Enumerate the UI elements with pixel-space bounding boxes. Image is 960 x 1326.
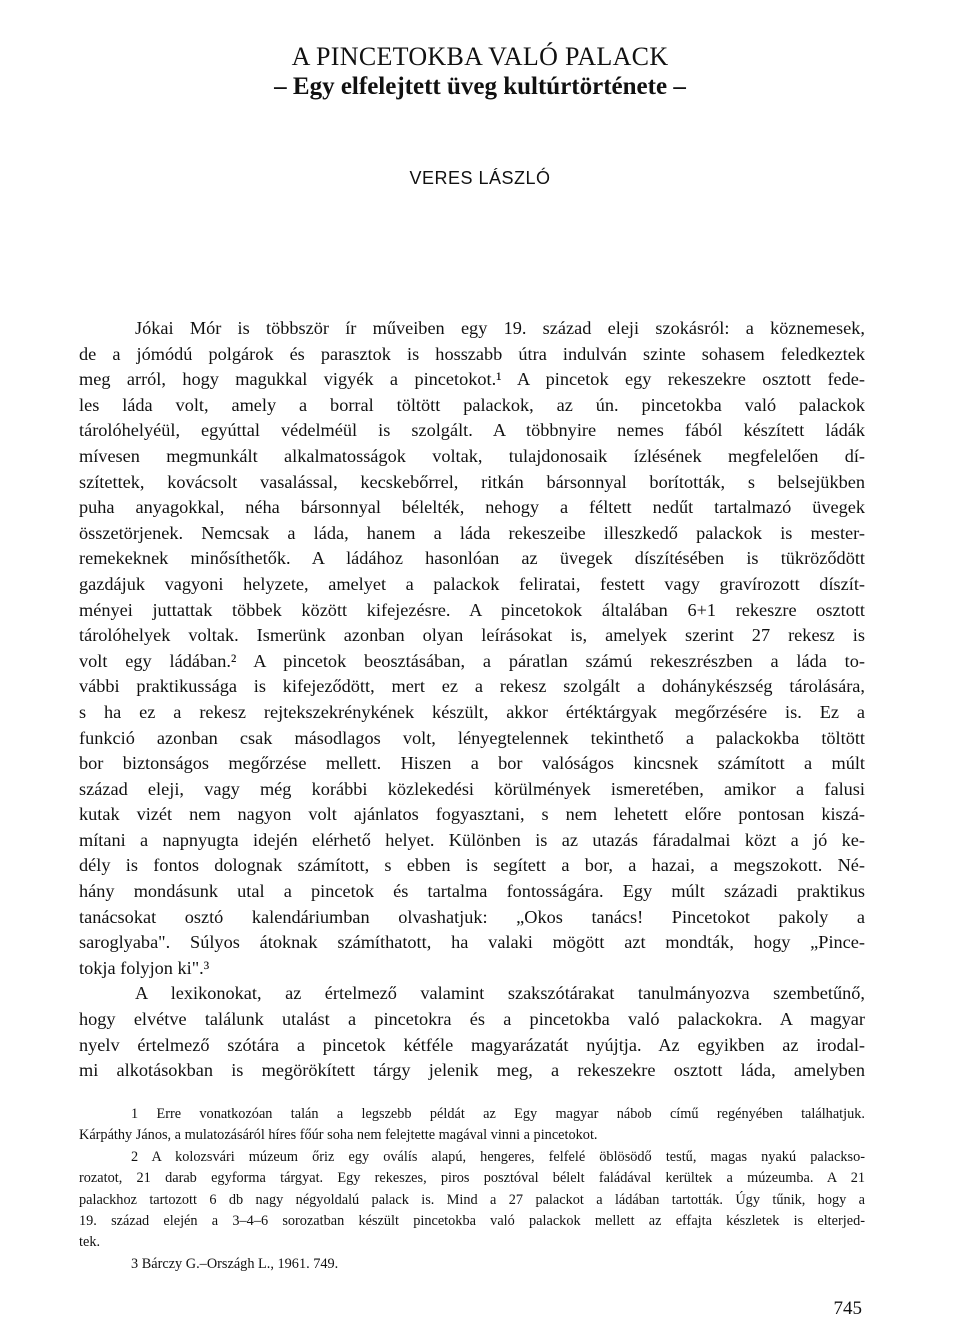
- body-line: mítani a napnyugta idején elérhető helyet. Különben is az utazás fáradalmai közt a jó ke-: [79, 829, 865, 850]
- footnote-line: 3 Bárczy G.–Országh L., 1961. 749.: [131, 1255, 339, 1272]
- body-line: kutak vizét nem nagyon volt ajánlatos fogyasztani, s nem lehetett előre pontosan kiszá-: [79, 804, 865, 825]
- body-line: tárolóhelyéül, egyúttal védelméül is szolgált. A többnyire nemes fából készített ládák: [79, 420, 865, 441]
- body-line: hány mondásunk utal a pincetok és tartalma fontosságára. Egy múlt századi praktikus: [79, 881, 865, 902]
- body-line: gazdájuk vagyoni helyzete, amelyet a palackok feliratai, festett vagy gravírozott díszít-: [79, 573, 865, 594]
- page-number: 745: [833, 1298, 862, 1319]
- footnote-line: rozatot, 21 darab egyforma tárgyat. Egy rekeszes, piros posztóval bélelt faládával kerültek a múzeumba. A 21: [79, 1170, 865, 1187]
- body-line: hogy elvétve találunk utalást a pincetokra és a pincetokba való palackokra. A magyar: [79, 1009, 865, 1030]
- footnotes: [79, 1104, 865, 1275]
- body-line: A lexikonokat, az értelmező valamint szakszótárakat tanulmányozva szembetűnő,: [135, 983, 865, 1004]
- body-line: ményei juttattak többek között kifejezésre. A pincetokok általában 6+1 rekeszre osztott: [79, 599, 865, 620]
- footnote-line: Kárpáthy János, a mulatozásáról híres főúr soha nem felejtette magával vinni a pincetokot.: [79, 1127, 598, 1144]
- body-line: tanácsokat osztó kalendáriumban olvashatjuk: „Okos tanács! Pincetokot pakoly a: [79, 906, 865, 927]
- body-line: tárolóhelyek voltak. Ismerünk azonban olyan leírásokat is, amelyek szerint 27 rekesz is: [79, 625, 865, 646]
- article-subtitle: – Egy elfelejtett üveg kultúrtörténete –: [274, 73, 686, 100]
- body-line: vábbi praktikussága is kifejeződött, mert ez a rekesz szolgált a dohánykészség tárolására,: [79, 676, 865, 697]
- article-title: A PINCETOKBA VALÓ PALACK: [291, 42, 669, 71]
- body-line: meg arról, hogy magukkal vigyék a pincetokot.¹ A pincetok egy rekeszekre osztott fede-: [79, 369, 865, 390]
- footnote-line: 1 Erre vonatkozóan talán a legszebb példát az Egy magyar nábob című regényében találhatjuk.: [131, 1106, 865, 1122]
- body-line: dély is fontos dolognak számított, s ebben is segített a bor, a hazai, a megszokott. Né-: [79, 855, 865, 876]
- body-line: bor biztonságos megőrzése mellett. Hiszen a bor valóságos kincsnek számított a múlt: [79, 753, 865, 774]
- footnote-line: tek.: [79, 1234, 101, 1251]
- body-line: nyelv értelmező szótára a pincetok kétféle magyarázatát nyújtja. Az egyikben az irodal-: [79, 1034, 865, 1055]
- body-line: összetörjenek. Nemcsak a láda, hanem a láda rekeszeibe illeszkedő palackok is mester-: [79, 522, 865, 543]
- body-line: saroglyaba". Súlyos átoknak számíthatott, ha valaki mögött azt mondták, hogy „Pince-: [79, 932, 865, 953]
- body-line: mi alkotásokban is megörökített tárgy jelenik meg, a rekeszekre osztott láda, amelyben: [79, 1060, 865, 1081]
- body-line: funkció azonban csak másodlagos volt, lényegtelennek tekinthető a palackokba töltött: [79, 727, 865, 748]
- body-line: remekeknek minősíthetők. A ládához hasonlóan az üvegek díszítésében is tükröződött: [79, 548, 865, 569]
- footnote-line: 2 A kolozsvári múzeum őriz egy oválís alapú, hengeres, felfelé öblösödő testű, magas nyakú palackso-: [131, 1148, 865, 1165]
- body-line: század eleji, vagy még korábbi közlekedési körülmények ismeretében, amikor a falusi: [79, 778, 865, 799]
- body-line: mívesen megmunkált alkalmatosságok voltak, tulajdonosaik ízlésének megfelelően dí-: [79, 445, 865, 466]
- body-line: puha anyagokkal, néha bársonnyal bélelték, nehogy a féltett nedűt tartalmazó üvegek: [79, 497, 865, 518]
- body-line: szítettek, kovácsolt vasalással, kecskebőrrel, ritkán bársonnyal borították, s belsejükben: [79, 471, 865, 492]
- body-line: les láda volt, amely a borral töltött palackok, az ún. pincetokba való palackok: [79, 394, 865, 415]
- footnote-line: palackhoz tartozott 6 db nagy négyoldalú palack is. Mind a 27 palackot a ládában tartották. Úgy tűnik, hogy a: [79, 1191, 865, 1208]
- body-line: tokja folyjon ki".³: [79, 957, 210, 978]
- footnote-line: 19. század elején a 3–4–6 sorozatban készült pincetokba való palackok mellett az effajta készletek is elterjed-: [79, 1212, 865, 1229]
- author-name: VERES LÁSZLÓ: [409, 168, 551, 188]
- body-line: Jókai Mór is többször ír műveiben egy 19. század eleji szokásról: a köznemesek,: [135, 318, 865, 338]
- body-line: volt egy ládában.² A pincetok beosztásában, a páratlan számú rekeszrészben a láda to-: [79, 650, 865, 671]
- body-line: s ha ez a rekesz rejtekszekrénykének készült, akkor értéktárgyak megőrzésére is. Ez a: [79, 701, 865, 722]
- body-line: de a jómódú polgárok és parasztok is hosszabb útra indulván szinte sohasem feledkeztek: [79, 343, 865, 364]
- body-text: [79, 316, 865, 1084]
- title-block: [80, 42, 880, 102]
